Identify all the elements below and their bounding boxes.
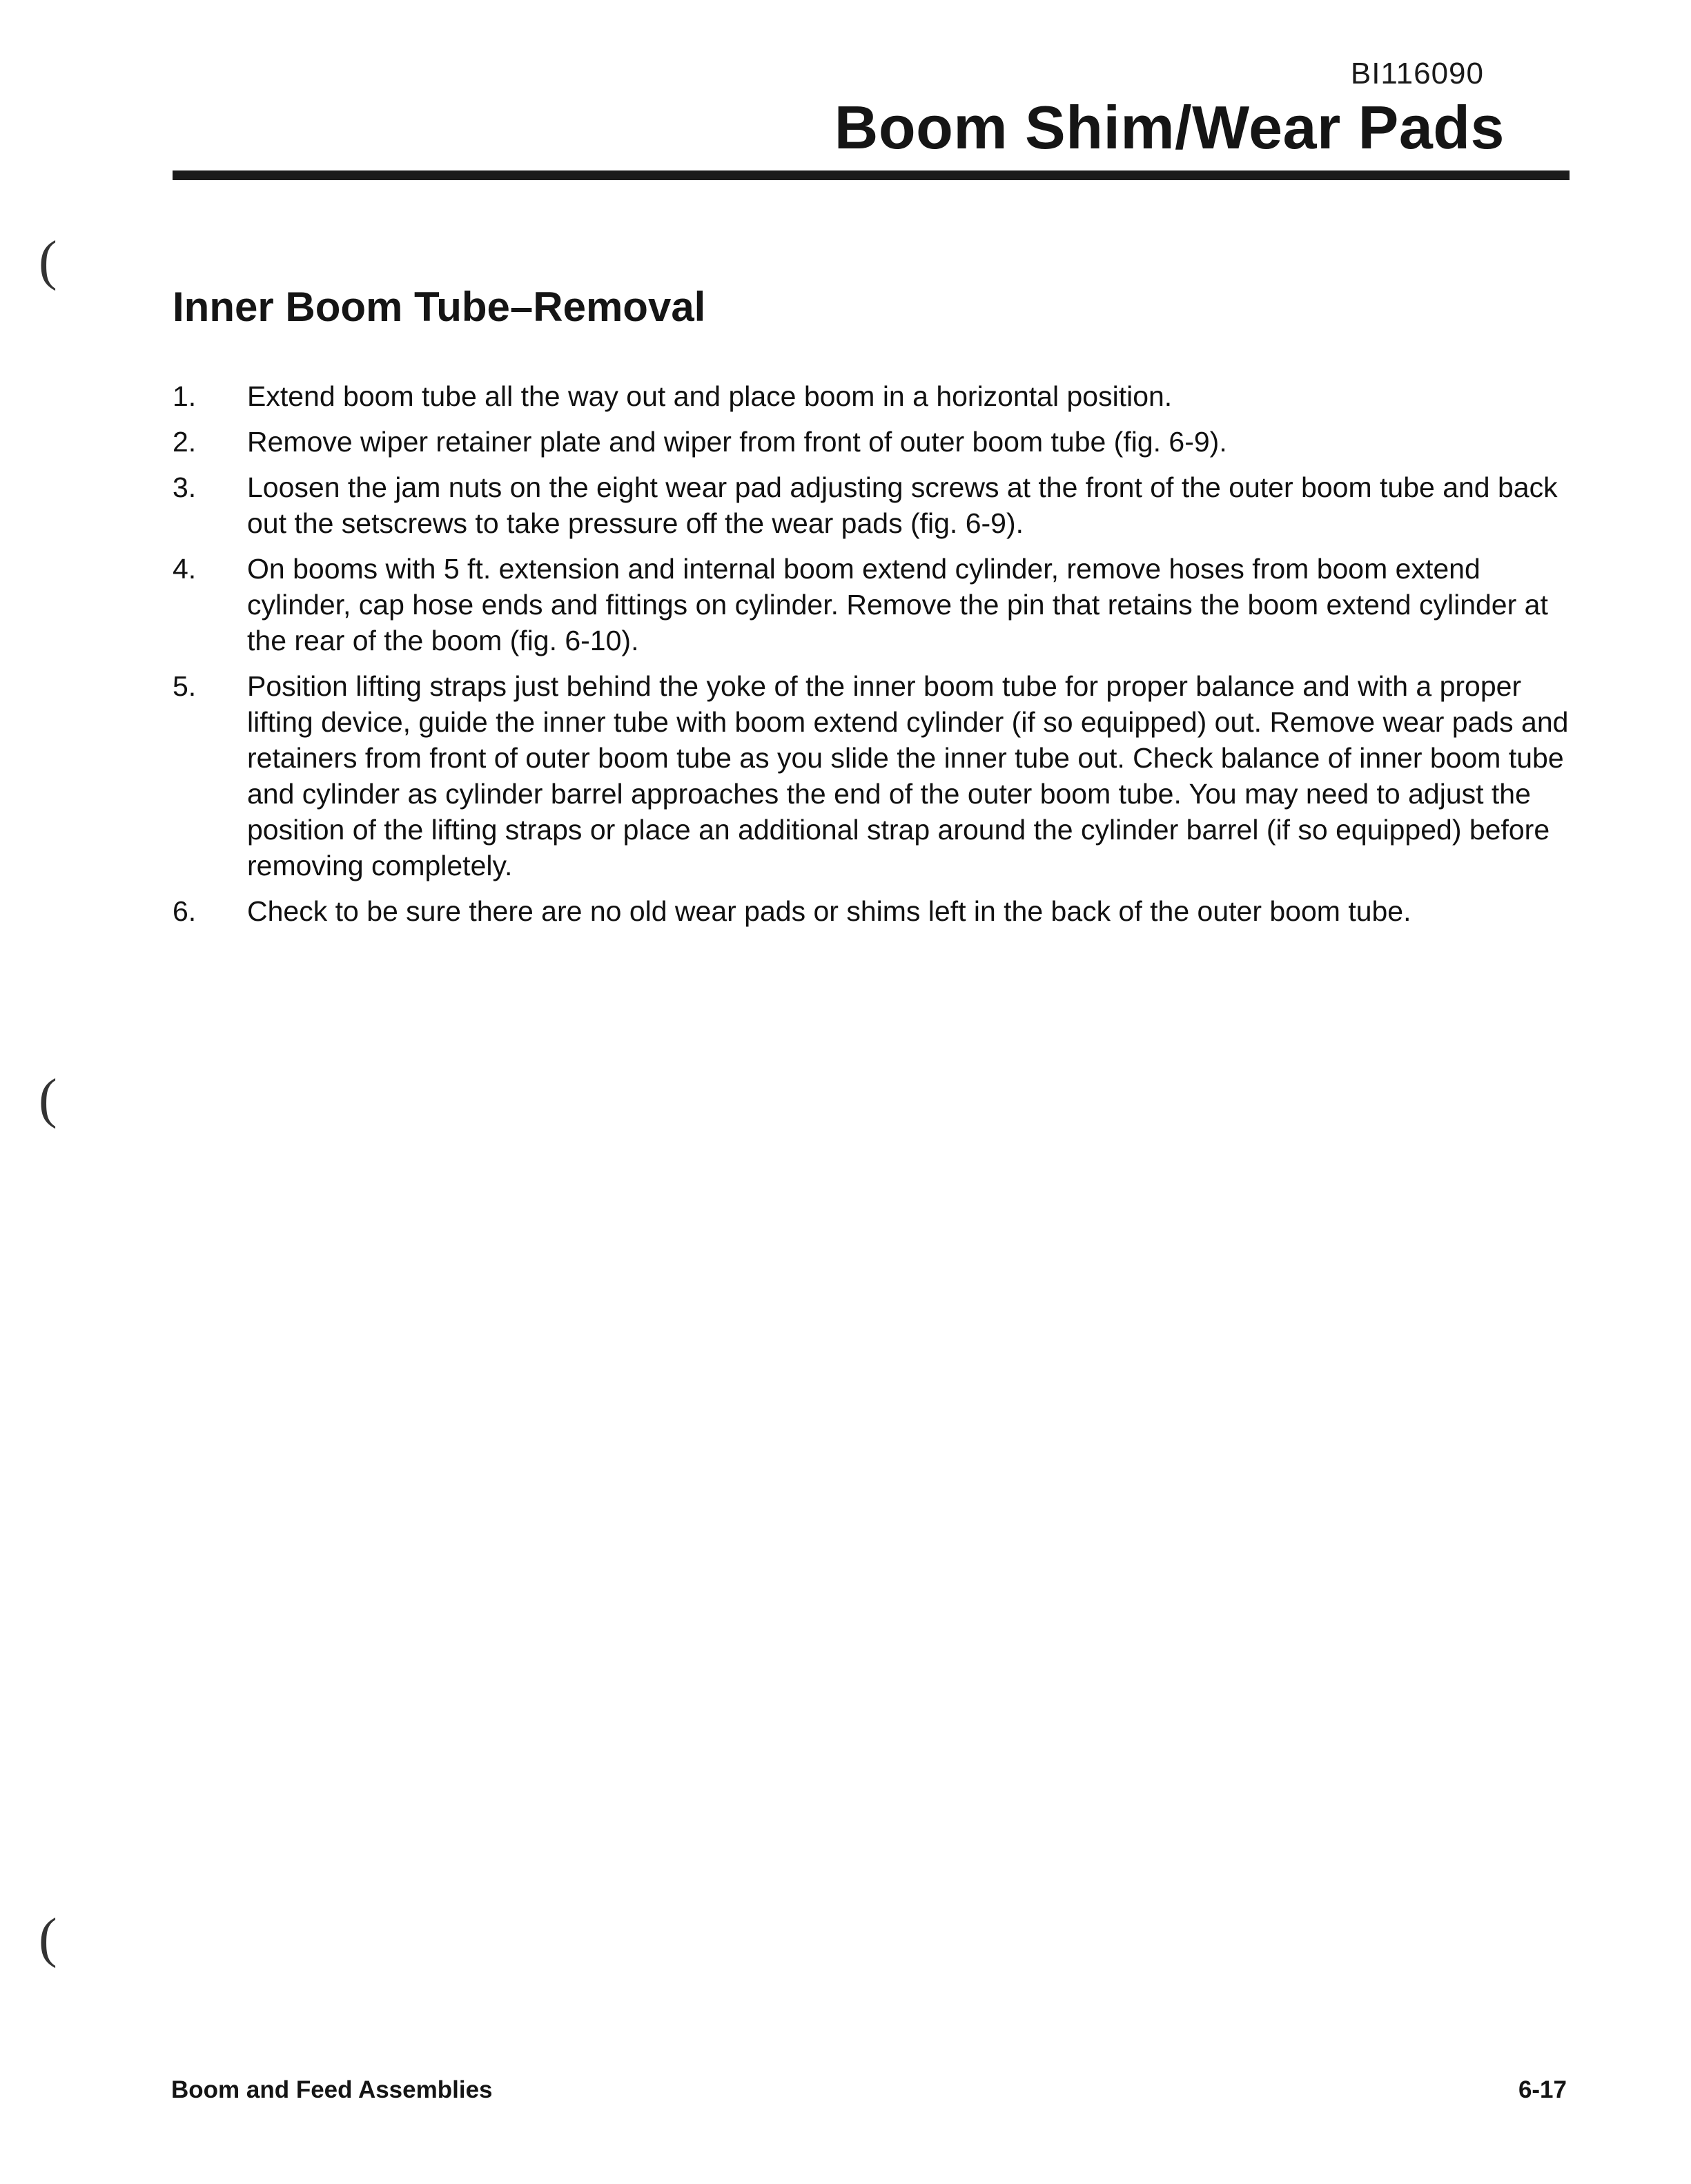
step-text: Extend boom tube all the way out and place boom in a horizontal position.	[247, 380, 1173, 412]
step-number: 5.	[173, 670, 197, 702]
step-number: 3.	[173, 471, 197, 503]
procedure-steps-list	[173, 378, 1574, 939]
step-number: 2.	[173, 426, 197, 458]
step-text: Position lifting straps just behind the yoke of the inner boom tube for proper balance and with a proper lifting device, guide the inner tube with boom extend cylinder (if so equipped) out. Remove wear pads and retainers from front of outer boom tube as you slide the inner tube out. Check balance of inner boom tube and cylinder as cylinder barrel approaches the end of the outer boom tube. You may need to adjust the position of the lifting straps or place an additional strap around the cylinder barrel (if so equipped) before removing completely.	[247, 670, 1569, 881]
binder-hole-mark: (	[39, 231, 57, 291]
step-number: 1.	[173, 380, 197, 412]
title-rule-divider	[173, 170, 1570, 180]
step-text: On booms with 5 ft. extension and internal boom extend cylinder, remove hoses from boom extend cylinder, cap hose ends and fittings on cylinder. Remove the pin that retains the boom extend cylinder at the rear of the boom (fig. 6-10).	[247, 553, 1548, 656]
step-number: 6.	[173, 895, 197, 927]
procedure-step	[173, 893, 1574, 929]
section-heading: Inner Boom Tube–Removal	[173, 284, 706, 330]
step-text: Remove wiper retainer plate and wiper from front of outer boom tube (fig. 6-9).	[247, 426, 1227, 458]
procedure-step	[173, 469, 1574, 541]
step-text: Loosen the jam nuts on the eight wear pad adjusting screws at the front of the outer boom tube and back out the setscrews to take pressure off the wear pads (fig. 6-9).	[247, 471, 1558, 539]
step-text: Check to be sure there are no old wear pads or shims left in the back of the outer boom tube.	[247, 895, 1411, 927]
page-title: Boom Shim/Wear Pads	[834, 93, 1505, 162]
procedure-step	[173, 668, 1574, 884]
binder-hole-mark: (	[39, 1908, 57, 1969]
footer-page-number: 6-17	[1518, 2076, 1567, 2103]
step-number: 4.	[173, 553, 197, 585]
procedure-step	[173, 424, 1574, 460]
procedure-step	[173, 551, 1574, 659]
footer-section-name: Boom and Feed Assemblies	[171, 2076, 493, 2103]
procedure-step	[173, 378, 1574, 414]
document-number: BI116090	[1350, 57, 1484, 90]
binder-hole-mark: (	[39, 1069, 57, 1129]
